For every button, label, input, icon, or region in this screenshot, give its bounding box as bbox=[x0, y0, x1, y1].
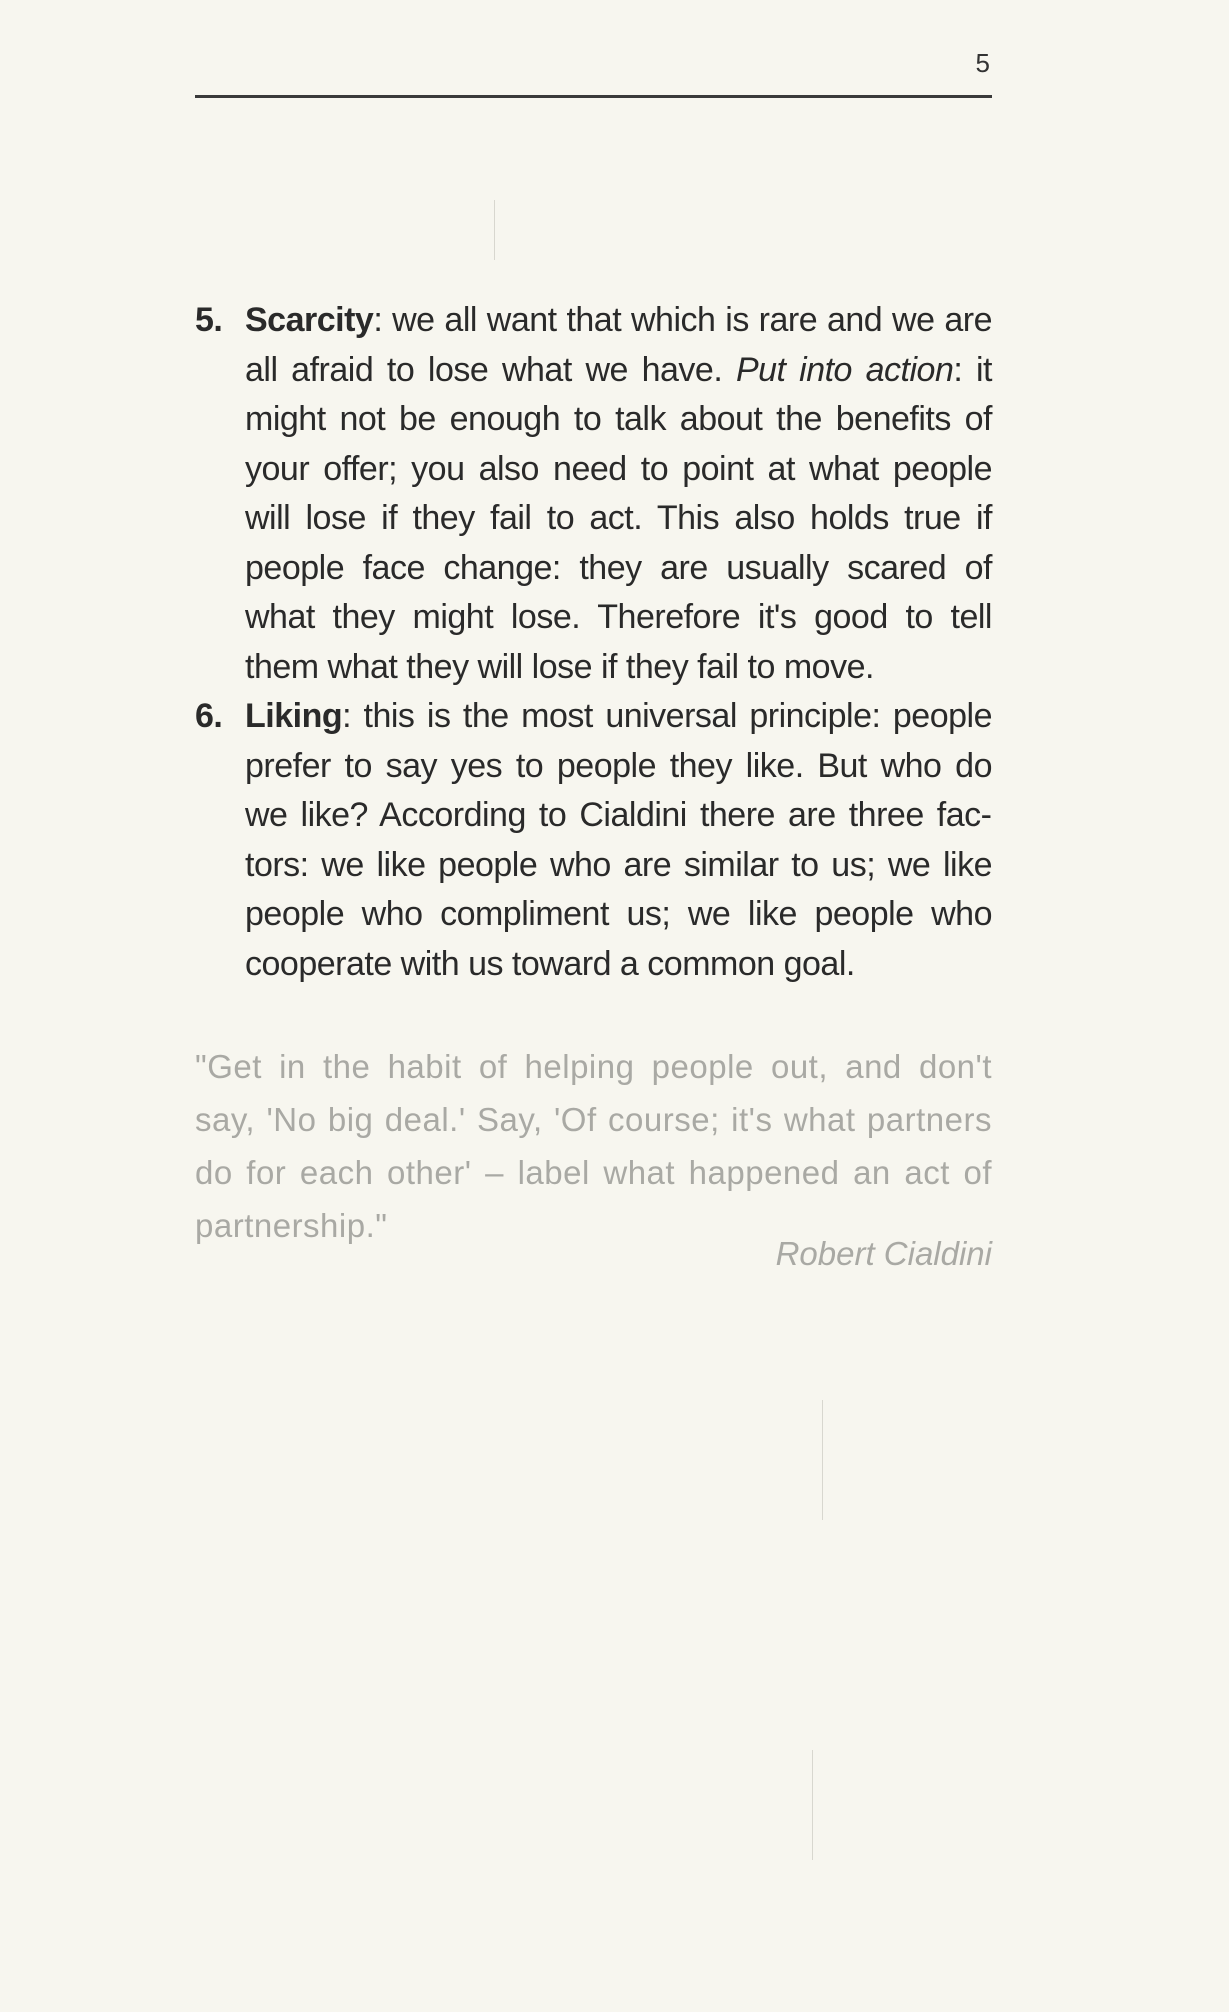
item-number: 6. bbox=[195, 697, 223, 735]
item-term: Scarcity bbox=[245, 301, 374, 339]
quote-author: Robert Cialdini bbox=[775, 1235, 992, 1272]
principles-list bbox=[195, 296, 992, 989]
scan-artifact bbox=[812, 1750, 813, 1860]
list-item-scarcity bbox=[195, 296, 992, 692]
scan-artifact bbox=[822, 1400, 823, 1520]
header-rule bbox=[195, 95, 992, 98]
page-number: 5 bbox=[975, 48, 990, 78]
item-text: : it might not be enough to talk about the benefits of your offer; you also need to point at what people will lose if they fail to act. This also holds true if people face change: they are usually scared of what they might lose. Therefore it's good to tell them what they will lose if they fail to move. bbox=[245, 350, 992, 686]
item-emphasis: Put into action bbox=[735, 350, 954, 389]
pull-quote: "Get in the habit of helping people out, and don't say, 'No big deal.' Say, 'Of course; it's what partners do for each other' – label what happened an act of partnership." bbox=[195, 1048, 992, 1244]
list-item-liking bbox=[195, 692, 992, 989]
scan-artifact bbox=[494, 200, 495, 260]
item-text: : this is the most universal principle: people prefer to say yes to people they like. But who do we like? According to Cialdini there are three factors: we like people who are similar to us; we like people who compliment us; we like people who cooperate with us toward a common goal. bbox=[245, 697, 992, 983]
item-term: Liking bbox=[245, 697, 343, 735]
item-text: : we all want that which is rare and we are all afraid to lose what we have. bbox=[245, 301, 992, 389]
item-number: 5. bbox=[195, 301, 223, 339]
